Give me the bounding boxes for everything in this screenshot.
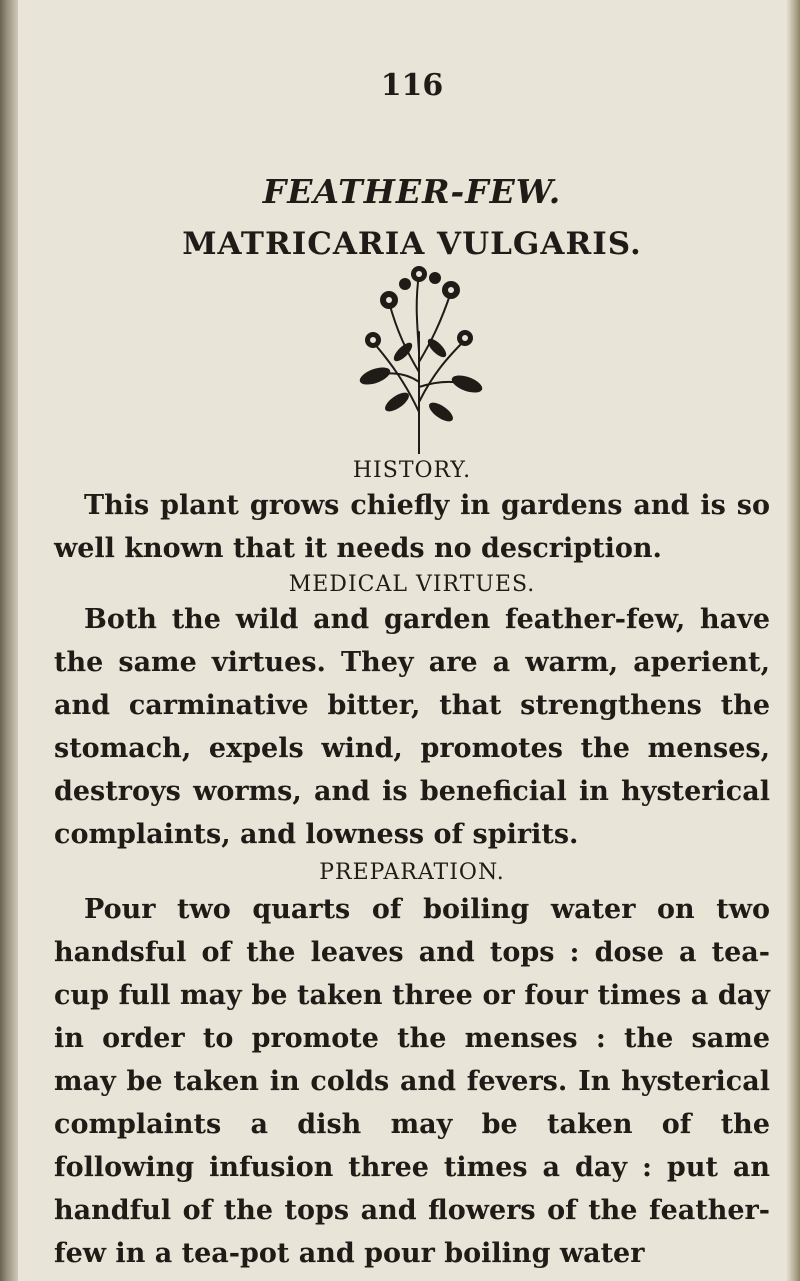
feather-few-plant-icon [345,262,493,454]
section-heading-history: HISTORY. [352,458,472,483]
page-number: 116 [380,68,444,103]
section-heading-medical-virtues: MEDICAL VIRTUES. [288,572,536,597]
page-right-edge [786,0,800,1281]
book-binding-edge [0,0,18,1281]
plant-common-name: FEATHER-FEW. [262,172,562,211]
section-text-preparation: Pour two quarts of boiling water on two handsful of the leaves and tops : dose a tea-cup full may be taken three or four times a day in order to promote the menses : the same may be taken in colds and fevers. In hysterical complaints a dish may be taken of the following infusion three times a day : put an handful of the tops and flowers of the feather-few in a tea-pot and pour boiling water [54,894,770,1269]
plant-latin-name: MATRICARIA VULGARIS. [182,226,642,262]
section-text-medical-virtues: Both the wild and garden feather-few, have the same virtues. They are a warm, aperient, and carminative bitter, that strengthens the stomach, expels wind, promotes the menses, destroys worms, and is beneficial in hysterical complaints, and lowness of spirits. [54,604,770,850]
section-text-history: This plant grows chiefly in gardens and is so well known that it needs no description. [54,490,770,564]
book-page [52,0,772,1281]
section-heading-preparation: PREPARATION. [319,860,505,885]
